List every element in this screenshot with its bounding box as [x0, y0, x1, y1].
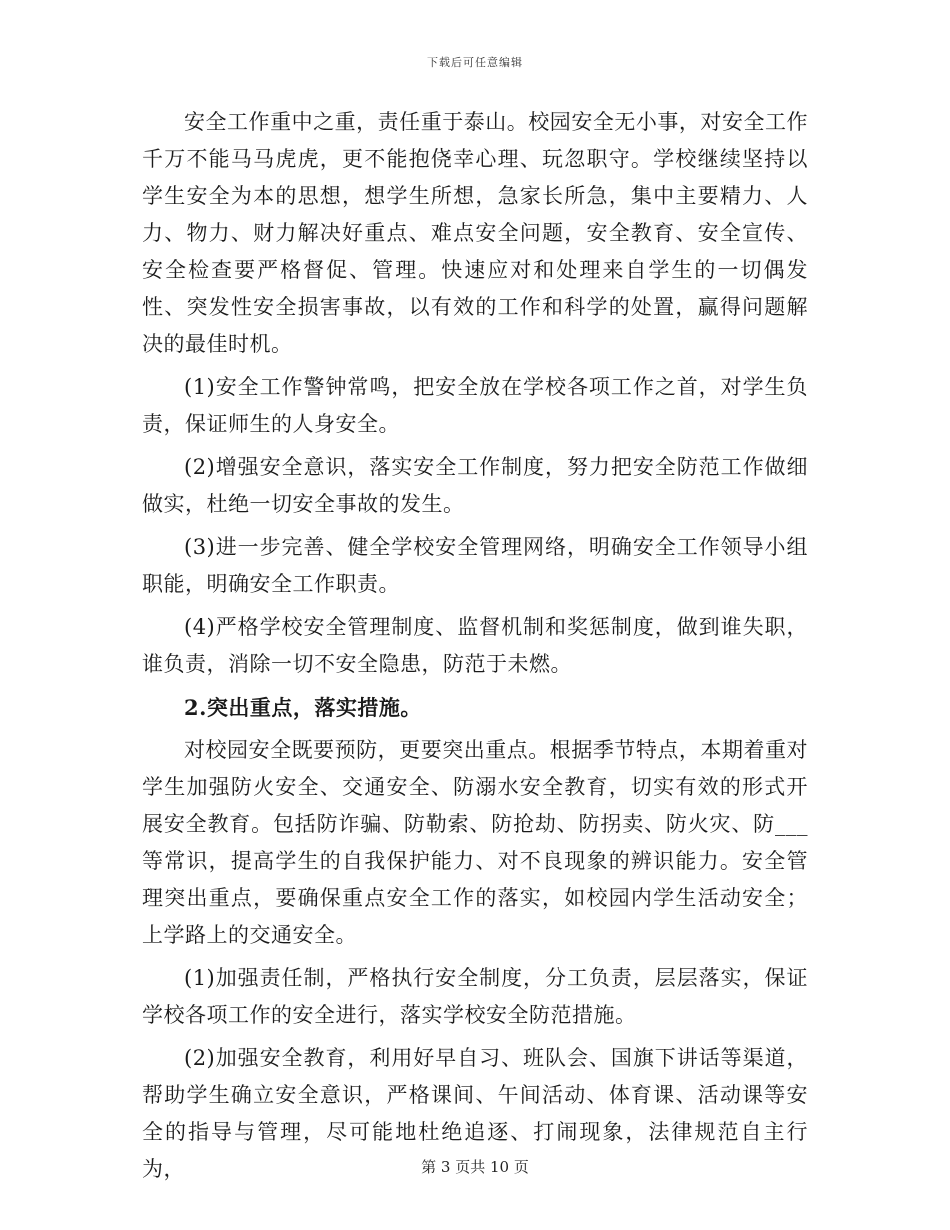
page-footer: 第 3 页共 10 页	[421, 1158, 529, 1176]
list-item: (1)加强责任制，严格执行安全制度，分工负责，层层落实，保证学校各项工作的安全进行，落实学校安全防范措施。	[142, 966, 808, 1027]
list-item: (3)进一步完善、健全学校安全管理网络，明确安全工作领导小组职能，明确安全工作职责。	[142, 535, 808, 596]
paragraph-intro: 安全工作重中之重，责任重于泰山。校园安全无小事，对安全工作千万不能马马虎虎，更不能抱侥幸心理、玩忽职守。学校继续坚持以学生安全为本的思想，想学生所想，急家长所急，集中主要精力、人力、物力、财力解决好重点、难点安全问题，安全教育、安全宣传、安全检查要严格督促、管理。快速应对和处理来自学生的一切偶发性、突发性安全损害事故，以有效的工作和科学的处置，赢得问题解决的最佳时机。	[142, 110, 808, 356]
list-item: (4)严格学校安全管理制度、监督机制和奖惩制度，做到谁失职，谁负责，消除一切不安全隐患，防范于未燃。	[142, 615, 808, 676]
paragraph-focus: 对校园安全既要预防，更要突出重点。根据季节特点，本期着重对学生加强防火安全、交通安全、防溺水安全教育，切实有效的形式开展安全教育。包括防诈骗、防勒索、防抢劫、防拐卖、防火灾、防___等常识，提高学生的自我保护能力、对不良现象的辨识能力。安全管理突出重点，要确保重点安全工作的落实，如校园内学生活动安全；上学路上的交通安全。	[142, 738, 808, 947]
document-body	[142, 104, 808, 1188]
list-item: (2)增强安全意识，落实安全工作制度，努力把安全防范工作做细做实，杜绝一切安全事故的发生。	[142, 455, 808, 516]
page-header: 下载后可任意编辑	[427, 56, 523, 69]
list-item: (1)安全工作警钟常鸣，把安全放在学校各项工作之首，对学生负责，保证师生的人身安全。	[142, 375, 808, 436]
list-item: (2)加强安全教育，利用好早自习、班队会、国旗下讲话等渠道，帮助学生确立安全意识，严格课间、午间活动、体育课、活动课等安全的指导与管理，尽可能地杜绝追逐、打闹现象，法律规范自主行为，	[142, 1046, 808, 1181]
section-heading: 2.突出重点，落实措施。	[184, 695, 422, 720]
